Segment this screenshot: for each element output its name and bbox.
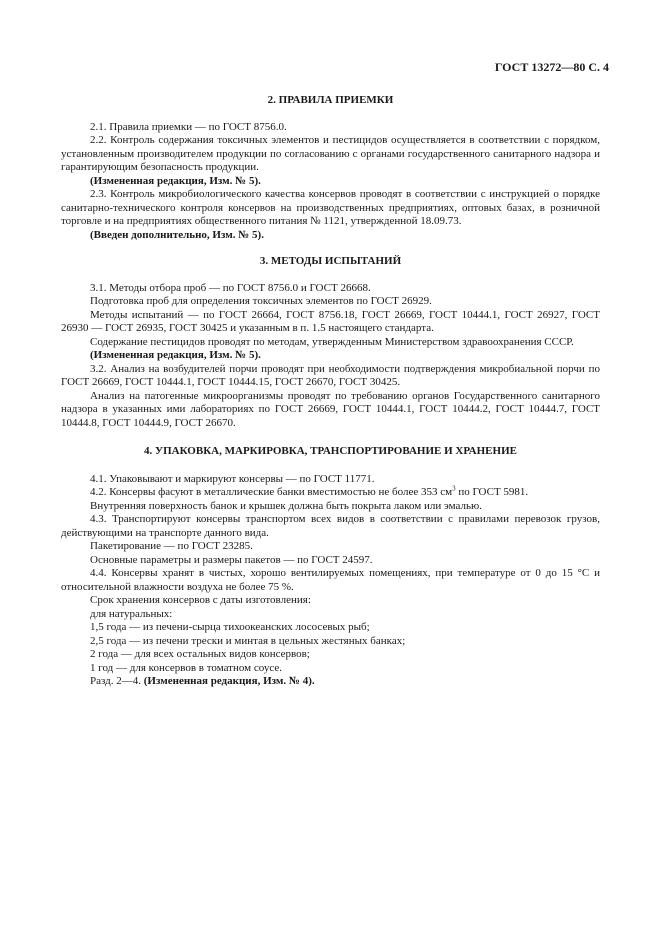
s4-para-14 (61, 675, 600, 689)
page-header: ГОСТ 13272—80 С. 4 (494, 60, 609, 74)
s2-para-1: 2.1. Правила приемки — по ГОСТ 8756.0. (90, 120, 287, 133)
document-body (61, 94, 600, 689)
s4-para-4: 4.3. Транспортируют консервы транспортом всех видов в соответствии с правилами перевозок грузов, действующими на транспорте данного вида. (61, 513, 600, 539)
section-4-title: 4. УПАКОВКА, МАРКИРОВКА, ТРАНСПОРТИРОВАНИЕ И ХРАНЕНИЕ (144, 445, 517, 457)
s4-para-8: Срок хранения консервов с даты изготовления: (90, 594, 311, 606)
s4-para-9: для натуральных: (90, 607, 173, 620)
s4-para-2-text: 4.2. Консервы фасуют в металлические банки вместимостью не более 353 см (90, 486, 453, 498)
s4-para-12: 2 года — для всех остальных видов консервов; (90, 648, 310, 660)
s4-para-6: Основные параметры и размеры пакетов — по ГОСТ 24597. (90, 553, 373, 566)
s4-para-3: Внутренняя поверхность банок и крышек должна быть покрыта лаком или эмалью. (90, 499, 482, 512)
s2-addition-note: (Введен дополнительно, Изм. № 5). (90, 228, 264, 241)
s4-para-11: 2,5 года — из печени трески и минтая в цельных жестяных банках; (90, 634, 406, 647)
s3-amendment-note: (Измененная редакция, Изм. № 5). (90, 349, 261, 361)
s4-amendment-note: (Измененная редакция, Изм. № 4). (143, 675, 315, 687)
s2-para-2: 2.2. Контроль содержания токсичных элементов и пестицидов осуществляется в соответствии с порядком, установленным производителем продукции по согласованию с органами государственного санитарного надзора и гарантирующим безопасность продукции. (61, 134, 600, 173)
s3-para-1: 3.1. Методы отбора проб — по ГОСТ 8756.0 и ГОСТ 26668. (90, 281, 371, 294)
s4-para-1: 4.1. Упаковывают и маркируют консервы — по ГОСТ 11771. (90, 472, 375, 485)
s4-para-2 (61, 486, 600, 500)
s4-para-13: 1 год — для консервов в томатном соусе. (90, 661, 282, 674)
s3-para-3: Методы испытаний — по ГОСТ 26664, ГОСТ 8756.18, ГОСТ 26669, ГОСТ 10444.1, ГОСТ 26927, ГОСТ 26930 — ГОСТ 26935, ГОСТ 30425 и указанным в п. 1.5 настоящего стандарта. (61, 308, 600, 334)
s3-para-5: 3.2. Анализ на возбудителей порчи проводят при необходимости подтверждения микробиальной порчи по ГОСТ 26669, ГОСТ 10444.1, ГОСТ 10444.15, ГОСТ 26670, ГОСТ 30425. (61, 362, 600, 388)
s4-para-2-tail: по ГОСТ 5981. (455, 486, 529, 498)
s4-para-10: 1,5 года — из печени-сырца тихоокеанских лососевых рыб; (90, 621, 370, 633)
s4-section-ref: Разд. 2—4. (90, 675, 144, 687)
cubic-superscript: 3 (452, 484, 456, 493)
section-2-title: 2. ПРАВИЛА ПРИЕМКИ (267, 94, 394, 106)
s4-para-5: Пакетирование — по ГОСТ 23285. (90, 540, 253, 552)
s3-para-4: Содержание пестицидов проводят по методам, утвержденным Министерством здравоохранения СССР. (90, 335, 574, 348)
s2-amendment-note: (Измененная редакция, Изм. № 5). (90, 174, 261, 187)
s3-para-2: Подготовка проб для определения токсичных элементов по ГОСТ 26929. (90, 295, 432, 307)
s3-para-6: Анализ на патогенные микроорганизмы проводят по требованию органов Государственного санитарного надзора в указанных ими лабораториях по ГОСТ 26669, ГОСТ 10444.1, ГОСТ 10444.2, ГОСТ 10444.7, ГОСТ 10444.8, ГОСТ 10444.9, ГОСТ 26670. (61, 389, 600, 429)
s2-para-3: 2.3. Контроль микробиологического качества консервов проводят в соответствии с инструкцией о порядке санитарно-технического контроля консервов на производственных предприятиях, оптовых базах, в розничной торговле и на предприятиях общественного питания № 1121, утвержденной 18.09.73. (61, 188, 600, 227)
section-3-title: 3. МЕТОДЫ ИСПЫТАНИЙ (259, 255, 402, 267)
s4-para-7: 4.4. Консервы хранят в чистых, хорошо вентилируемых помещениях, при температуре от 0 до 15 °С и относительной влажности воздуха не более 75 %. (61, 567, 600, 593)
